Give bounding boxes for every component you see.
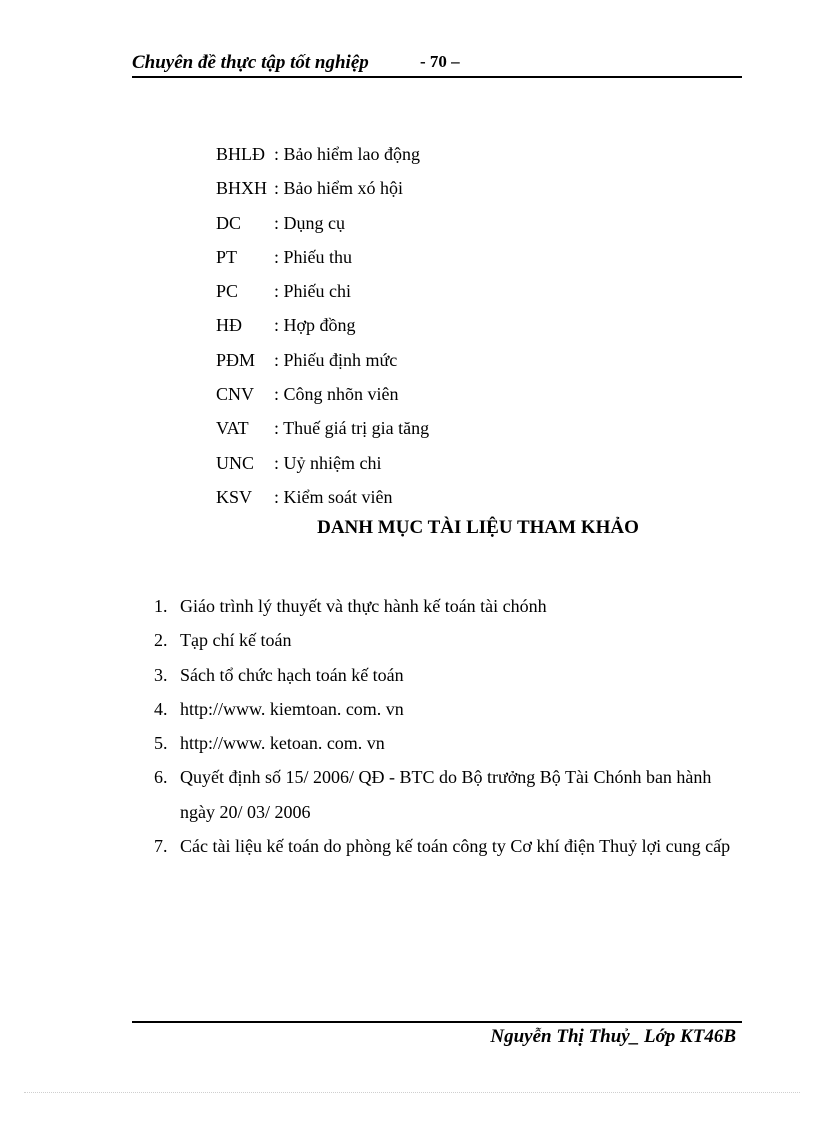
abbreviation-meaning: : Thuế giá trị gia tăng	[274, 418, 430, 439]
abbreviation-item	[216, 312, 429, 346]
abbreviation-item	[216, 141, 429, 175]
references-heading: DANH MỤC TÀI LIỆU THAM KHẢO	[317, 517, 639, 538]
abbreviation-item	[216, 415, 429, 449]
page-bottom-border	[24, 1092, 800, 1093]
reference-text: Tạp chí kế toán	[180, 630, 292, 651]
abbreviation-code: PT	[216, 246, 238, 267]
reference-number: 4.	[154, 698, 168, 719]
reference-number: 6.	[154, 767, 168, 788]
abbreviation-code: BHXH	[216, 178, 268, 199]
reference-text: Quyết định số 15/ 2006/ QĐ - BTC do Bộ trưởng Bộ Tài Chónh ban hành ngày 20/ 03/ 2006	[180, 767, 712, 822]
reference-number: 7.	[154, 836, 168, 857]
abbreviation-item	[216, 278, 429, 312]
abbreviation-meaning: : Phiếu chi	[274, 281, 351, 302]
abbreviation-item	[216, 484, 429, 518]
footer-divider	[132, 1021, 742, 1023]
abbreviation-code: PĐM	[216, 349, 256, 370]
abbreviation-code: KSV	[216, 486, 253, 507]
abbreviation-code: BHLĐ	[216, 144, 265, 164]
page-number: - 70 –	[420, 52, 460, 71]
abbreviation-meaning: : Hợp đồng	[274, 315, 356, 336]
abbreviation-meaning: : Phiếu định mức	[274, 349, 398, 370]
abbreviation-meaning: : Uỷ nhiệm chi	[274, 452, 382, 473]
reference-number: 3.	[154, 664, 168, 685]
abbreviation-item	[216, 347, 429, 381]
abbreviation-item	[216, 450, 429, 484]
reference-item	[154, 760, 744, 829]
abbreviation-code: VAT	[216, 418, 249, 439]
reference-text: http://www. ketoan. com. vn	[180, 733, 385, 754]
reference-item	[154, 623, 744, 657]
abbreviation-item	[216, 175, 429, 209]
abbreviation-item	[216, 244, 429, 278]
page-header	[132, 50, 742, 76]
abbreviation-meaning: : Phiếu thu	[274, 246, 353, 267]
abbreviation-meaning: : Bảo hiểm lao động	[274, 144, 420, 164]
abbreviation-code: CNV	[216, 384, 255, 405]
header-divider	[132, 76, 742, 78]
abbreviation-item	[216, 381, 429, 415]
abbreviation-meaning: : Dụng cụ	[274, 212, 345, 233]
abbreviation-meaning: : Bảo hiểm xó hội	[274, 178, 403, 199]
document-title: Chuyên đề thực tập tốt nghiệp	[132, 52, 369, 73]
reference-list	[154, 589, 744, 863]
reference-number: 5.	[154, 733, 168, 754]
reference-item	[154, 829, 744, 863]
reference-text: Sách tổ chức hạch toán kế toán	[180, 664, 404, 685]
abbreviation-meaning: : Công nhõn viên	[274, 384, 399, 405]
abbreviation-code: DC	[216, 212, 242, 233]
reference-item	[154, 692, 744, 726]
reference-text: Giáo trình lý thuyết và thực hành kế toán tài chónh	[180, 596, 547, 616]
reference-item	[154, 726, 744, 760]
abbreviation-code: HĐ	[216, 315, 242, 336]
reference-text: Các tài liệu kế toán do phòng kế toán công ty Cơ khí điện Thuỷ lợi cung cấp	[180, 836, 731, 857]
footer-author: Nguyễn Thị Thuỷ_ Lớp KT46B	[490, 1026, 736, 1047]
abbreviation-meaning: : Kiểm soát viên	[274, 486, 393, 507]
reference-number: 1.	[154, 596, 168, 616]
reference-number: 2.	[154, 630, 168, 651]
abbreviation-item	[216, 210, 429, 244]
reference-item	[154, 589, 744, 623]
abbreviation-code: PC	[216, 281, 239, 302]
reference-text: http://www. kiemtoan. com. vn	[180, 698, 404, 719]
reference-item	[154, 658, 744, 692]
abbreviation-code: UNC	[216, 452, 255, 473]
abbreviation-list	[216, 141, 429, 518]
